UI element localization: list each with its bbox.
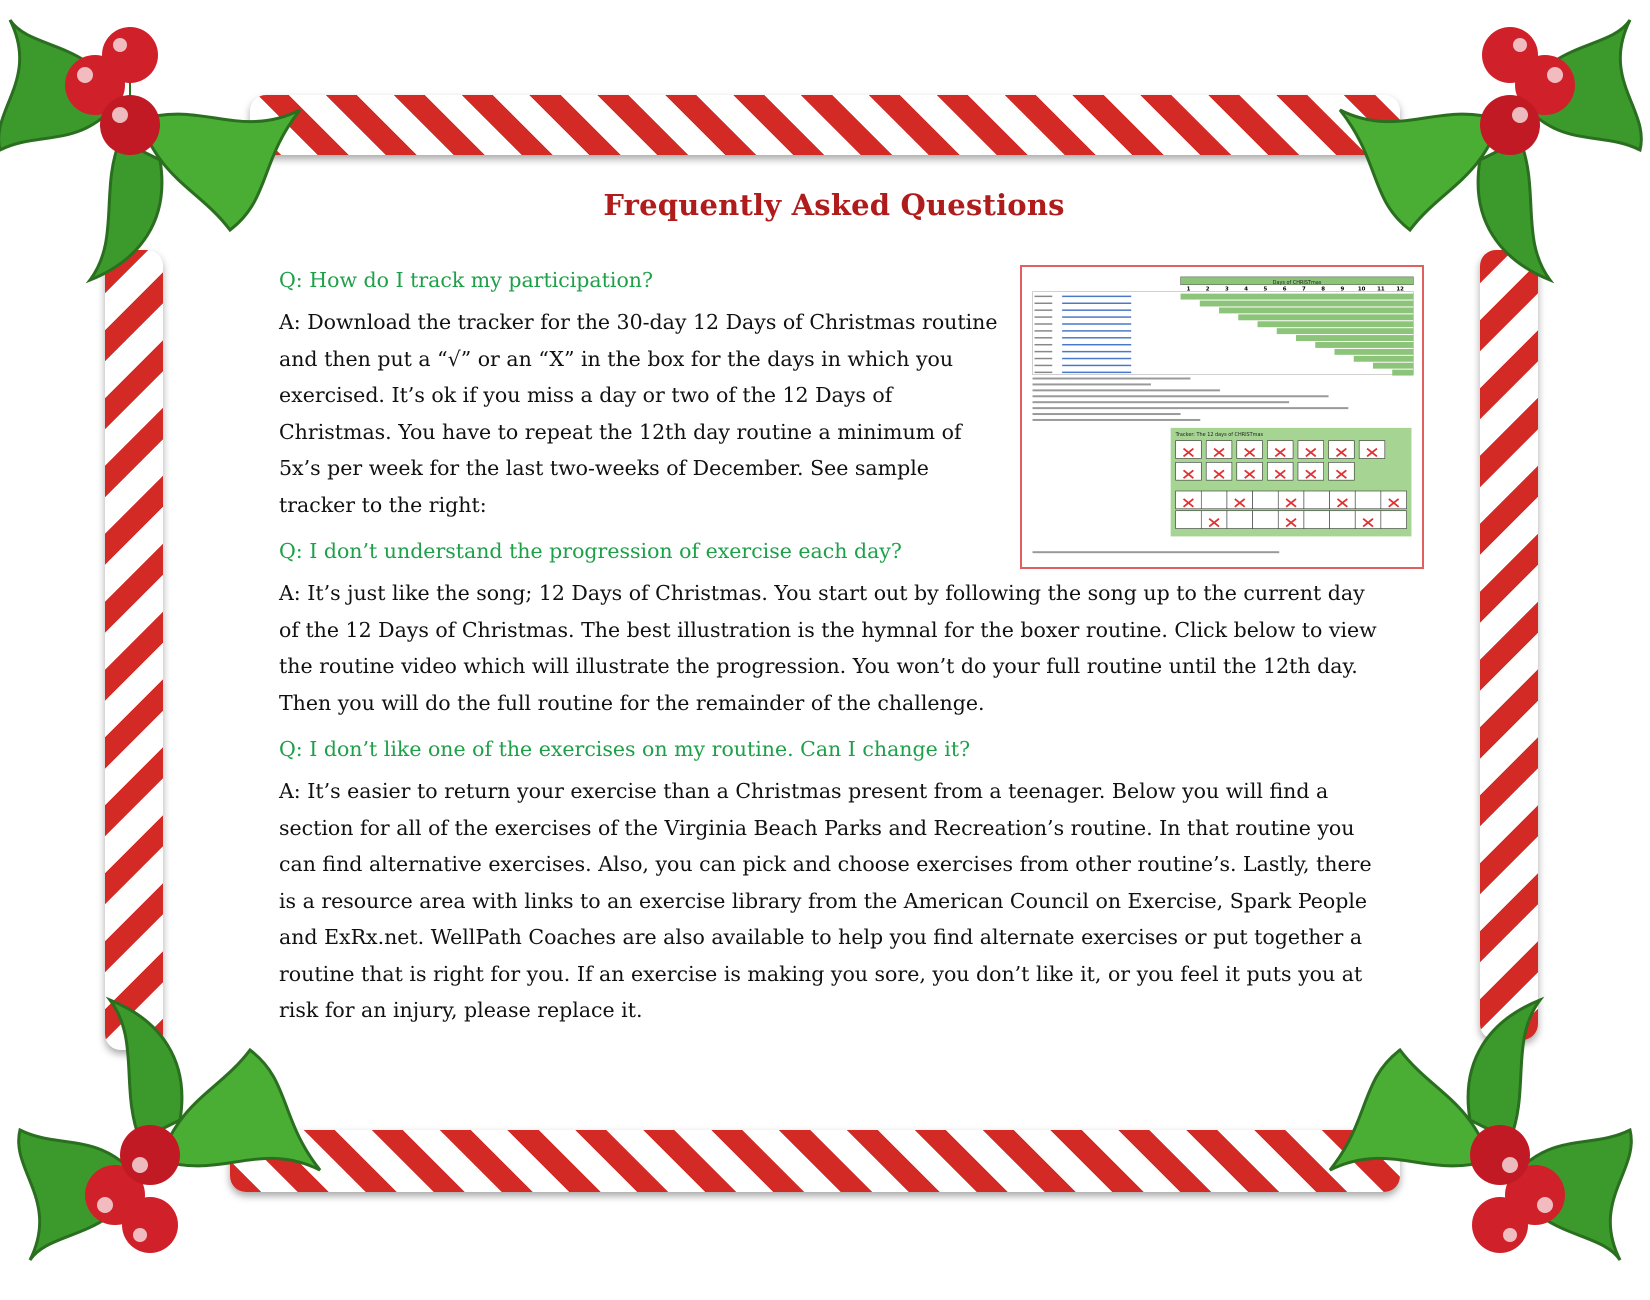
tracker-row-exercise	[1062, 330, 1131, 331]
tracker-row-exercise	[1062, 351, 1131, 352]
tracker-day-box	[1304, 511, 1330, 529]
tracker-day-number: 1	[1186, 286, 1191, 293]
tracker-day-number: 8	[1321, 286, 1326, 293]
tracker-row-progress	[1315, 342, 1413, 348]
tracker-day-box	[1176, 511, 1202, 529]
faq-answer: A: Download the tracker for the 30-day 12 Days of Christmas routine and then put a “√” or an “X” in the box for the days in which you exercised. It’s ok if you miss a day or two of the 12 Days of Christmas. You have to repeat the 12th day routine a minimum of 5x’s per week for the last two-weeks of December. See sample tracker to the right:	[279, 310, 998, 517]
tracker-day-box	[1227, 491, 1253, 509]
tracker-day-box	[1253, 491, 1279, 509]
tracker-row-progress	[1258, 321, 1414, 327]
tracker-row-progress	[1238, 314, 1413, 320]
tracker-day-box	[1381, 491, 1407, 509]
tracker-row-exercise	[1062, 316, 1131, 317]
tracker-day-number: 7	[1302, 286, 1306, 293]
tracker-day-box	[1329, 441, 1355, 459]
tracker-day-box	[1304, 491, 1330, 509]
tracker-day-number: 9	[1340, 286, 1345, 293]
tracker-row-day	[1035, 330, 1053, 331]
tracker-day-number: 12	[1396, 286, 1404, 293]
tracker-row-day	[1035, 358, 1053, 359]
tracker-row-day	[1035, 303, 1053, 304]
tracker-row-exercise	[1062, 372, 1131, 373]
tracker-row-progress	[1296, 335, 1413, 341]
tracker-row-day	[1035, 351, 1053, 352]
tracker-row-progress	[1392, 370, 1413, 376]
tracker-day-number: 3	[1225, 286, 1229, 293]
tracker-day-box	[1329, 462, 1355, 480]
tracker-row-exercise	[1062, 337, 1131, 338]
candy-cane-left	[105, 250, 163, 1050]
tracker-day-number: 11	[1377, 286, 1385, 293]
tracker-day-box	[1206, 441, 1232, 459]
tracker-day-box	[1359, 441, 1385, 459]
tracker-day-box	[1237, 441, 1263, 459]
tracker-row-exercise	[1062, 358, 1131, 359]
tracker-row-day	[1035, 316, 1053, 317]
faq-question: Q: I don’t like one of the exercises on my routine. Can I change it?	[279, 737, 971, 761]
faq-question: Q: I don’t understand the progression of exercise each day?	[279, 539, 902, 563]
candy-cane-bottom	[230, 1130, 1400, 1192]
tracker-day-box	[1355, 511, 1381, 529]
tracker-row-progress	[1277, 328, 1414, 334]
tracker-day-box	[1201, 511, 1227, 529]
tracker-day-box	[1278, 511, 1304, 529]
tracker-row-progress	[1373, 363, 1413, 369]
tracker-row-exercise	[1062, 296, 1131, 297]
tracker-row-day	[1035, 309, 1053, 310]
tracker-day-box	[1201, 491, 1227, 509]
page-title: Frequently Asked Questions	[603, 188, 1065, 222]
tracker-day-box	[1330, 491, 1356, 509]
tracker-row-day	[1035, 296, 1053, 297]
tracker-row-exercise	[1062, 303, 1131, 304]
tracker-day-box	[1330, 511, 1356, 529]
tracker-row-day	[1035, 344, 1053, 345]
tracker-row-day	[1035, 365, 1053, 366]
tracker-day-number: 2	[1205, 286, 1210, 293]
faq-answer: A: It’s just like the song; 12 Days of Christmas. You start out by following the song up to the current day of the 12 Days of Christmas. The best illustration is the hymnal for the boxer routine. Click below to view the routine video which will illustrate the progression. You won’t do your full routine until the 12th day. Then you will do the full routine for the remainder of the challenge.	[279, 581, 1377, 715]
tracker-day-box	[1298, 462, 1324, 480]
tracker-header: Days of CHRISTmas	[1272, 279, 1322, 286]
faq-answer: A: It’s easier to return your exercise than a Christmas present from a teenager. Below you will find a section for all of the exercises of the Virginia Beach Parks and Recreation’s routine. In that routine you can find alternative exercises. Also, you can pick and choose exercises from other routine’s. Lastly, there is a resource area with links to an exercise library from the American Council on Exercise, Spark People and ExRx.net. WellPath Coaches are also available to help you find alternate exercises or put together a routine that is right for you. If an exercise is making you sore, you don’t like it, or you feel it puts you at risk for an injury, please replace it.	[279, 779, 1372, 1022]
tracker-day-number: 5	[1263, 286, 1268, 293]
tracker-row-exercise	[1062, 365, 1131, 366]
tracker-day-box	[1267, 462, 1293, 480]
sample-tracker-image	[1020, 265, 1424, 569]
tracker-day-box	[1253, 511, 1279, 529]
tracker-day-box	[1176, 441, 1202, 459]
tracker-day-box	[1355, 491, 1381, 509]
tracker-row-progress	[1219, 307, 1413, 313]
tracker-row-exercise	[1062, 323, 1131, 324]
tracker-row-day	[1035, 372, 1053, 373]
holly-icon	[0, 0, 310, 320]
tracker-row-day	[1035, 337, 1053, 338]
tracker-day-number: 4	[1244, 286, 1249, 293]
tracker-day-box	[1237, 462, 1263, 480]
tracker-row-progress	[1181, 294, 1414, 300]
tracker-day-box	[1267, 441, 1293, 459]
tracker-day-box	[1176, 462, 1202, 480]
tracker-row-progress	[1335, 349, 1414, 355]
tracker-row-day	[1035, 323, 1053, 324]
tracker-row-exercise	[1062, 344, 1131, 345]
candy-cane-right	[1480, 250, 1538, 1040]
tracker-day-box	[1381, 511, 1407, 529]
tracker-rows	[1035, 294, 1414, 376]
candy-cane-top	[250, 95, 1400, 155]
tracker-day-box	[1278, 491, 1304, 509]
tracker-panel-title: Tracker: The 12 days of CHRISTmas	[1175, 431, 1264, 438]
tracker-row-progress	[1200, 301, 1414, 307]
tracker-day-box	[1227, 511, 1253, 529]
tracker-day-number: 6	[1282, 286, 1287, 293]
tracker-row-exercise	[1062, 309, 1131, 310]
tracker-day-box	[1206, 462, 1232, 480]
tracker-day-number: 10	[1357, 286, 1366, 293]
tracker-row-progress	[1354, 356, 1414, 362]
faq-question: Q: How do I track my participation?	[279, 268, 653, 292]
tracker-day-box	[1298, 441, 1324, 459]
tracker-day-box	[1176, 491, 1202, 509]
